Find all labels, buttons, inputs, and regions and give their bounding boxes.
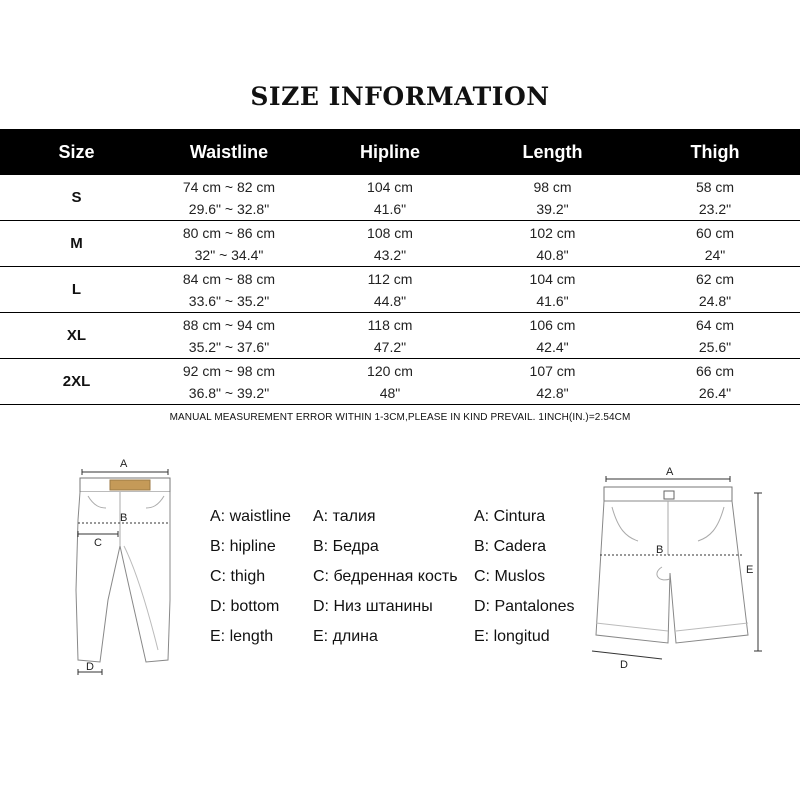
pants-label-a: A	[120, 458, 128, 470]
waist-cm: 92 cm ~ 98 cm	[182, 362, 276, 379]
header-hipline: Hipline	[305, 129, 475, 175]
table-header-row	[0, 129, 800, 175]
shorts-label-a: A	[666, 466, 674, 478]
thigh-cm: 66 cm	[695, 362, 735, 379]
legend-spanish	[474, 502, 575, 652]
thigh-cell	[630, 175, 800, 221]
thigh-cell	[630, 313, 800, 359]
length-cm: 98 cm	[533, 178, 572, 195]
waist-cm: 84 cm ~ 88 cm	[182, 270, 276, 287]
waist-cm: 80 cm ~ 86 cm	[182, 224, 276, 241]
hip-in: 43.2"	[373, 246, 407, 263]
waist-in: 29.6" ~ 32.8"	[188, 200, 270, 217]
header-size: Size	[0, 129, 153, 175]
legend-item: A: waistline	[210, 508, 291, 525]
legend-item: E: length	[210, 628, 274, 645]
waist-cell	[153, 221, 305, 267]
thigh-cell	[630, 359, 800, 405]
thigh-cm: 62 cm	[695, 270, 735, 287]
thigh-cell	[630, 221, 800, 267]
legend-item: A: Cintura	[474, 508, 546, 525]
length-in: 42.8"	[536, 384, 569, 401]
hip-in: 44.8"	[373, 292, 407, 309]
waist-cell	[153, 313, 305, 359]
length-in: 39.2"	[536, 200, 569, 217]
legend-item: B: Cadera	[474, 538, 547, 555]
thigh-in: 25.6"	[698, 338, 732, 355]
legend-item: E: longitud	[474, 628, 550, 645]
legend-item: C: бедренная кость	[313, 568, 458, 585]
hip-cm: 104 cm	[367, 178, 413, 195]
header-length: Length	[475, 129, 630, 175]
length-cell	[475, 359, 630, 405]
legend-item: D: Pantalones	[474, 598, 575, 615]
hip-cm: 120 cm	[367, 362, 413, 379]
size-cell: 2XL	[0, 359, 153, 405]
size-cell: XL	[0, 313, 153, 359]
waist-cm: 88 cm ~ 94 cm	[182, 316, 276, 333]
measurement-note: MANUAL MEASUREMENT ERROR WITHIN 1-3CM,PLEASE IN KIND PREVAIL. 1INCH(IN.)=2.54CM	[169, 412, 631, 423]
length-cell	[475, 221, 630, 267]
hip-cell	[305, 267, 475, 313]
header-thigh: Thigh	[630, 129, 800, 175]
legend-item: C: thigh	[210, 568, 266, 585]
table-row	[0, 313, 800, 359]
thigh-in: 23.2"	[698, 200, 732, 217]
waist-in: 33.6" ~ 35.2"	[188, 292, 270, 309]
length-cell	[475, 175, 630, 221]
size-cell: M	[0, 221, 153, 267]
pants-label-b: B	[120, 512, 128, 524]
legend-item: D: Низ штанины	[313, 598, 433, 615]
hip-in: 47.2"	[373, 338, 407, 355]
hip-cm: 118 cm	[367, 316, 413, 333]
legend-item: B: Бедра	[313, 538, 379, 555]
shorts-label-e: E	[746, 564, 754, 576]
length-cell	[475, 267, 630, 313]
table-row	[0, 175, 800, 221]
pants-diagram	[66, 450, 206, 686]
length-cell	[475, 313, 630, 359]
size-cell: S	[0, 175, 153, 221]
header-waistline: Waistline	[153, 129, 305, 175]
hip-cell	[305, 313, 475, 359]
waist-cell	[153, 359, 305, 405]
waist-in: 32" ~ 34.4"	[194, 246, 264, 263]
waist-cell	[153, 175, 305, 221]
thigh-cm: 64 cm	[695, 316, 735, 333]
hip-cell	[305, 359, 475, 405]
legend-item: E: длина	[313, 628, 378, 645]
page-title: SIZE INFORMATION	[250, 82, 550, 111]
legend-english	[210, 502, 291, 652]
length-in: 42.4"	[536, 338, 569, 355]
waist-in: 36.8" ~ 39.2"	[188, 384, 270, 401]
length-cm: 106 cm	[529, 316, 576, 333]
legend-item: C: Muslos	[474, 568, 546, 585]
pants-label-c: C	[94, 537, 102, 549]
length-in: 41.6"	[536, 292, 569, 309]
shorts-label-b: B	[656, 544, 664, 556]
thigh-in: 24.8"	[698, 292, 732, 309]
table-row	[0, 221, 800, 267]
thigh-cm: 58 cm	[695, 178, 735, 195]
hip-cm: 108 cm	[367, 224, 413, 241]
table-row	[0, 267, 800, 313]
hip-cell	[305, 175, 475, 221]
shorts-label-d: D	[620, 659, 628, 670]
size-table	[0, 129, 800, 405]
legend-russian	[313, 502, 458, 652]
hip-in: 48"	[379, 384, 401, 401]
hip-in: 41.6"	[373, 200, 407, 217]
waist-cell	[153, 267, 305, 313]
legend-item: A: талия	[313, 508, 376, 525]
length-cm: 104 cm	[529, 270, 576, 287]
hip-cell	[305, 221, 475, 267]
waist-cm: 74 cm ~ 82 cm	[182, 178, 276, 195]
table-row	[0, 359, 800, 405]
legend-item: D: bottom	[210, 598, 280, 615]
length-cm: 102 cm	[529, 224, 576, 241]
shorts-diagram	[578, 455, 778, 670]
thigh-in: 26.4"	[698, 384, 732, 401]
hip-cm: 112 cm	[367, 270, 413, 287]
thigh-cell	[630, 267, 800, 313]
length-in: 40.8"	[536, 246, 569, 263]
thigh-in: 24"	[704, 246, 726, 263]
waist-in: 35.2" ~ 37.6"	[188, 338, 270, 355]
thigh-cm: 60 cm	[695, 224, 735, 241]
legend-item: B: hipline	[210, 538, 276, 555]
length-cm: 107 cm	[529, 362, 576, 379]
pants-label-d: D	[86, 661, 94, 673]
size-cell: L	[0, 267, 153, 313]
